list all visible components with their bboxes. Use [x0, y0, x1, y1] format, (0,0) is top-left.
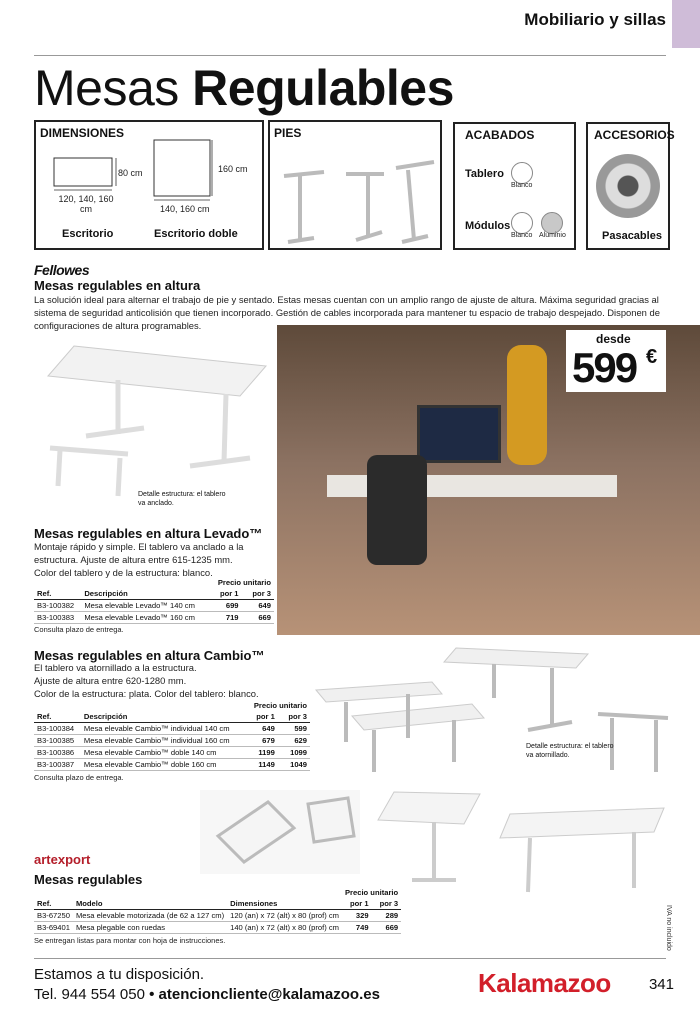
category-tab-marker [672, 0, 700, 48]
cambio-line-2: Ajuste de altura entre 620-1280 mm. [34, 675, 187, 686]
swatch-modulos-blanco [511, 212, 533, 234]
pasacables-image [596, 154, 660, 218]
pies-box [268, 120, 442, 250]
artexport-col-por1: por 1 [342, 898, 372, 910]
levado-line-2: Color del tablero y de la estructura: blanco. [34, 567, 213, 578]
cambio-detail-caption: Detalle estructura: el tablero va atornillado. [526, 743, 614, 759]
cambio-desk-images [312, 642, 684, 784]
cambio-note: Consulta plazo de entrega. [34, 773, 124, 782]
cambio-col-desc: Descripción [81, 711, 246, 723]
price-from-value: 599 [572, 344, 637, 391]
artexport-col-ref: Ref. [34, 898, 73, 910]
footer-phone: Tel. 944 554 050 [34, 986, 145, 1003]
cambio-col-ref: Ref. [34, 711, 81, 723]
artexport-logo: artexport [34, 852, 91, 867]
table-row [34, 723, 310, 735]
footer-email[interactable]: atencioncliente@kalamazoo.es [158, 986, 380, 1003]
row-desc: Mesa elevable Cambio™ individual 160 cm [83, 736, 230, 745]
modulos-color-aluminio: Aluminio [539, 232, 566, 239]
levado-col-por1: por 1 [209, 588, 241, 600]
row-price-3: 599 [294, 724, 307, 733]
row-desc: Mesa elevable Levado™ 160 cm [84, 613, 195, 622]
row-desc: Mesa elevable Levado™ 140 cm [84, 601, 195, 610]
page-title [34, 58, 454, 118]
levado-col-por3: por 3 [242, 588, 274, 600]
row-price-3: 629 [294, 736, 307, 745]
cambio-price-header: Precio unitario [253, 701, 307, 710]
person-standing [507, 345, 547, 465]
tablero-color-blanco: Blanco [511, 182, 533, 189]
cambio-col-por1: por 1 [246, 711, 278, 723]
levado-heading: Mesas regulables en altura Levado™ [34, 526, 263, 541]
artexport-price-header: Precio unitario [344, 888, 399, 897]
cambio-price-table [34, 700, 310, 771]
row-ref: B3-100383 [37, 613, 75, 622]
table-row [34, 600, 274, 612]
row-price-3: 649 [258, 601, 271, 610]
levado-col-desc: Descripción [81, 588, 209, 600]
iva-side-note: IVA no incluido [665, 905, 672, 951]
acabados-box [453, 122, 576, 250]
row-price-1: 649 [262, 724, 275, 733]
row-dimensions: 120 (an) x 72 (alt) x 80 (prof) cm [230, 911, 339, 920]
dimensiones-box [34, 120, 264, 250]
price-from-badge [566, 330, 666, 392]
row-desc: Mesa elevable Cambio™ doble 140 cm [83, 748, 217, 757]
levado-desk-images [40, 336, 272, 500]
row-price-3: 669 [385, 923, 399, 932]
row-price-3: 669 [258, 613, 271, 622]
row-ref: B3-100384 [37, 724, 75, 733]
tablero-label: Tablero [465, 168, 504, 180]
table-row [34, 910, 401, 922]
desk-top-outline [54, 158, 112, 186]
row-price-1: 749 [355, 923, 369, 932]
fellowes-logo: Fellowes [34, 262, 90, 278]
fellowes-detail-caption: Detalle estructura: el tablero va anclado. [138, 491, 226, 507]
table-row [34, 612, 274, 624]
accesorios-heading: ACCESORIOS [594, 128, 675, 142]
fellowes-heading: Mesas regulables en altura [34, 278, 201, 293]
table-row [34, 747, 310, 759]
escritorio-label: Escritorio [62, 228, 114, 240]
cambio-heading: Mesas regulables en altura Cambio™ [34, 648, 265, 663]
footer-contact [34, 986, 380, 1003]
cambio-line-3: Color de la estructura: plata. Color del tablero: blanco. [34, 688, 259, 699]
artexport-col-dimensiones: Dimensiones [227, 898, 342, 910]
acabados-heading: ACABADOS [465, 128, 535, 142]
table-row [34, 922, 401, 934]
row-ref: B3-100386 [37, 748, 75, 757]
footer-divider [34, 958, 666, 959]
swatch-tablero-blanco [511, 162, 533, 184]
header-divider [34, 55, 666, 56]
footer-separator: • [149, 986, 155, 1003]
row-desc: Mesa elevable Cambio™ doble 160 cm [83, 760, 217, 769]
doble-height: 160 cm [218, 164, 248, 174]
doble-label: Escritorio doble [154, 228, 238, 240]
page-title-light: Mesas [34, 60, 179, 116]
row-price-1: 329 [355, 911, 369, 920]
row-ref: B3-67250 [37, 911, 70, 920]
pies-heading: PIES [274, 126, 302, 140]
kalamazoo-logo: Kalamazoo [478, 968, 611, 998]
table-row [34, 735, 310, 747]
row-model: Mesa elevable motorizada (de 62 a 127 cm) [75, 911, 225, 920]
row-price-1: 719 [225, 613, 239, 622]
doble-width: 140, 160 cm [160, 204, 210, 214]
cambio-line-1: El tablero va atornillado a la estructura. [34, 662, 197, 673]
modulos-color-blanco: Blanco [511, 232, 533, 239]
row-ref: B3-100385 [37, 736, 75, 745]
artexport-col-modelo: Modelo [73, 898, 227, 910]
cambio-col-por3: por 3 [278, 711, 310, 723]
row-dimensions: 140 (an) x 72 (alt) x 80 (prof) cm [230, 923, 339, 932]
escritorio-width: 120, 140, 160 cm [58, 194, 114, 214]
levado-price-table [34, 577, 274, 624]
table-leg-images [270, 144, 440, 248]
accesorios-box [586, 122, 675, 250]
page-title-bold: Regulables [192, 60, 454, 116]
row-price-3: 1099 [290, 748, 307, 757]
row-ref: B3-69401 [37, 923, 70, 932]
row-price-1: 1199 [258, 748, 275, 757]
chair-photo [367, 455, 427, 565]
artexport-note: Se entregan listas para montar con hoja de instrucciones. [34, 936, 226, 945]
price-from-label: desde [596, 332, 631, 346]
row-ref: B3-100382 [37, 601, 75, 610]
levado-line-1: Montaje rápido y simple. El tablero va anclado a la estructura. Ajuste de altura entre 615-1235 mm. [34, 541, 244, 565]
footer-tagline: Estamos a tu disposición. [34, 966, 205, 983]
pasacables-label: Pasacables [602, 230, 662, 242]
double-desk-top-outline [154, 140, 210, 196]
page-number: 341 [648, 976, 674, 993]
row-price-3: 1049 [290, 760, 307, 769]
modulos-label: Módulos [465, 220, 511, 232]
swatch-modulos-aluminio [541, 212, 563, 234]
row-price-1: 679 [262, 736, 275, 745]
row-model: Mesa plegable con ruedas [75, 923, 166, 932]
category-title: Mobiliario y sillas [524, 10, 666, 29]
row-desc: Mesa elevable Cambio™ individual 140 cm [83, 724, 230, 733]
row-ref: B3-100387 [37, 760, 75, 769]
row-price-3: 289 [385, 911, 399, 920]
row-price-1: 699 [225, 601, 239, 610]
levado-price-header: Precio unitario [217, 578, 271, 587]
artexport-price-table [34, 887, 401, 934]
dimensiones-heading: DIMENSIONES [40, 126, 125, 140]
artexport-desk-images [198, 784, 668, 896]
levado-col-ref: Ref. [34, 588, 81, 600]
monitor-photo [417, 405, 501, 463]
table-row [34, 759, 310, 771]
row-price-1: 1149 [258, 760, 275, 769]
escritorio-height: 80 cm [118, 168, 143, 178]
artexport-col-por3: por 3 [372, 898, 402, 910]
fellowes-description: La solución ideal para alternar el trabajo de pie y sentado. Estas mesas cuentan con un amplio rango de ajuste de altura. Máxima seguridad gracias al sistema de seguridad anticolisión que tienen incorporado. Gestión de cables incorporada para mantener tu espacio de trabajo despejado. Disponen de configuraciones de altura programables. [34, 294, 660, 331]
artexport-heading: Mesas regulables [34, 872, 143, 887]
levado-note: Consulta plazo de entrega. [34, 625, 124, 634]
price-currency: € [646, 346, 658, 368]
